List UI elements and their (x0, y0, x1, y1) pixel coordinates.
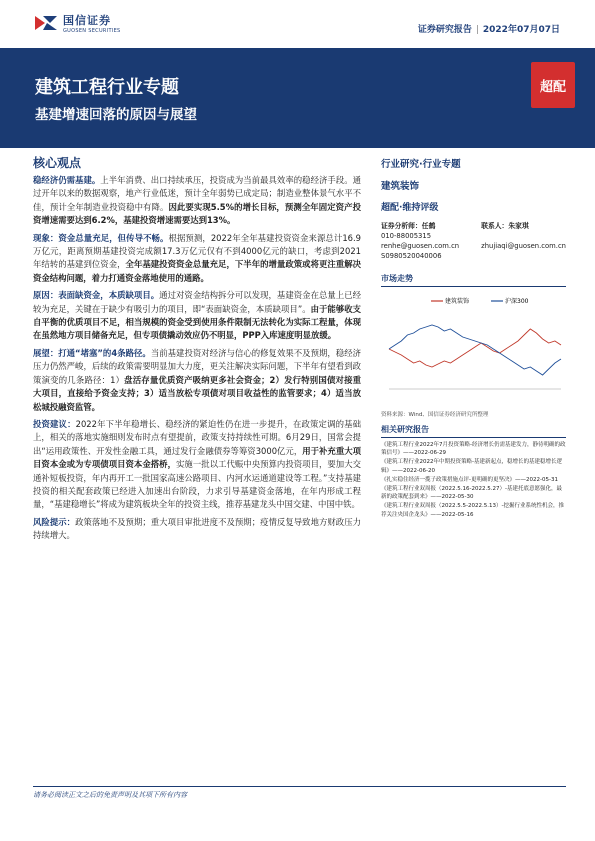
industry-name: 建筑装饰 (381, 181, 420, 192)
related-item[interactable]: 《建筑工程行业2022年7月投资策略-经济增长仍需基建发力，静待明确的政策信号》——2022-06-29 (381, 442, 566, 457)
market-chart (381, 289, 566, 404)
para-text: 上半年消费、出口持续承压，投资成为当前最具效率的稳经济手段。通过开年以来的数据观察，地产行业低迷，预计全年弱势已成定局；制造业整体景气水平不佳，预计全年制造业投资稳中有降。 (33, 175, 362, 212)
market-title: 市场走势 (381, 273, 566, 287)
para-emphasis: 因此要实现5.5%的增长目标，预测全年固定资产投资增速需要达到6.2%，基建投资增速需要达到13%。 (33, 201, 361, 226)
para-text: 根据预测，2022年全年基建投资资金来源总计16.9万亿元，距离预期基建投资完成额17.3万亿元仅有不到4000亿元的缺口，考虑到2021年结转的基建到位资金， (33, 232, 361, 270)
para-3 (33, 289, 361, 343)
contact-email: zhujiaqi@guosen.com.cn (481, 242, 566, 250)
para-text: 当前基建投资对经济与信心的修复效果不及预期，稳经济压力仍然严峻，后续的政策需要明显加大力度，更关注解决实际问题，下半年有望看到政策演变的几条路径：1） (33, 347, 361, 385)
logo-icon (33, 12, 59, 34)
footer-disclaimer: 请务必阅读正文之后的免责声明及其项下所有内容 (33, 791, 187, 799)
para-emphasis: 用于补充重大项目资本金或为专项债项目资本金搭桥， (33, 445, 361, 470)
logo-cn: 国信证券 (63, 14, 111, 27)
para-text: 2022年下半年稳增长、稳经济的紧迫性仍在进一步提升，在政策定调的基础上，相关的落地实施细则发布时点有望提前，政策支持持续性可期。6月29日，国常会提出“运用政策性、开发性金融工具，通过发行金融债券等筹资3000亿元， (33, 418, 362, 456)
para-tail: PPP入库速度明显放缓。 (242, 330, 337, 341)
report-title: 建筑工程行业专题 (35, 77, 179, 98)
para-5 (33, 418, 361, 512)
main-content (33, 174, 361, 547)
para-4 (33, 347, 361, 414)
para-lead: 原因：表面缺资金，本质缺项目。 (33, 290, 160, 301)
footer-divider (33, 786, 566, 787)
report-subtitle: 基建增速回落的原因与展望 (35, 107, 197, 123)
para-6 (33, 516, 361, 543)
rating-text: 超配·维持评级 (381, 203, 439, 213)
rating-badge: 超配 (531, 62, 575, 108)
para-2 (33, 232, 361, 286)
report-type: 证券研究报告 (417, 25, 472, 35)
report-date: 2022年07月07日 (482, 25, 560, 35)
legend-index: 沪深300 (505, 298, 529, 305)
analyst-name: 任鹤 (421, 222, 436, 230)
section-title: 核心观点 (33, 156, 82, 170)
analyst-label: 证券分析师： (381, 222, 422, 230)
para-emphasis: 全年基建投资资金总量充足，下半年的增量政策或将更注重解决资金结构问题，着力打通资金落地使用的通路。 (33, 259, 362, 283)
analyst-info (381, 221, 566, 261)
logo-en: GUOSEN SECURITIES (63, 28, 121, 34)
header-meta (418, 22, 560, 35)
para-tail: 实施一批以工代赈中央预算内投资项目，要加大交通补短板投资，年内再开工一批国家高速公路项目、内河水运通道建设等工程。”支持基建投资的相关配套政策已经进入加速出台阶段，力求引导基建资金落地，在年内形成工程量，“基建稳增长”将成为建筑板块全年的投资主线，推荐基建龙头中国交建、中国中铁。 (33, 459, 362, 510)
legend-industry: 建筑装饰 (445, 298, 470, 305)
contact-label: 联系人： (481, 222, 509, 230)
sidebar (381, 156, 566, 520)
related-item[interactable]: 《建筑工程行业双周报（2022.5.5-2022.5.13）-挖掘行业系统性机会，推荐关注央国企龙头》——2022-05-16 (381, 503, 564, 518)
related-item[interactable]: 《建筑工程行业双周报（2022.5.16-2022.5.27）-基建托底意愿强化，最新的政策配套到来》——2022-05-30 (381, 486, 562, 501)
para-emphasis: 盘活存量优质资产吸纳更多社会资金；2）发行特别国债对接重大项目，直接给予资金支持；3）适当放松专项债对项目收益性的监管要求；4）适当放松城投融资监管。 (33, 374, 362, 412)
header-separator: | (475, 25, 479, 35)
related-item[interactable]: 《扎实稳住经济一揽子政策措施点评-更明确的更坚决》——2022-05-31 (381, 476, 558, 483)
para-emphasis: 由于能够收支自平衡的优质项目不足，相当规模的资金受到使用条件限制无法转化为实际工程量，体现在虽然地方项目储备充足，但专项债撬动效应仍不明显， (33, 303, 361, 341)
contact-name: 朱家琪 (508, 222, 529, 230)
analyst-cert: S0980520040006 (381, 252, 442, 260)
para-lead: 风险提示： (33, 516, 76, 527)
para-text: 通过对资金结构拆分可以发现，基建资金在总量上已经较为充足，关键在于缺少有吸引力的项目，即“表面缺资金，本质缺项目”。 (33, 290, 362, 314)
para-lead: 稳经济仍需基建。 (33, 175, 101, 185)
para-text: 政策落地不及预期；重大项目审批进度不及预期；疫情反复导致地方财政压力持续增大。 (33, 516, 362, 541)
para-lead: 展望：打通“堵塞”的4条路径。 (33, 347, 151, 358)
related-title: 相关研究报告 (381, 424, 566, 438)
para-1 (33, 174, 361, 228)
series-line-0 (389, 329, 561, 367)
related-list (381, 441, 566, 519)
analyst-phone: 010-88005315 (381, 232, 432, 240)
analyst-email: renhe@guosen.com.cn (381, 242, 460, 250)
market-chart-container (381, 289, 566, 408)
para-lead: 投资建议： (33, 418, 76, 429)
logo (33, 12, 121, 34)
report-category: 行业研究·行业专题 (381, 159, 461, 170)
para-lead: 现象：资金总量充足，但传导不畅。 (33, 232, 169, 243)
chart-source: 资料来源：Wind、国信证券经济研究所整理 (381, 412, 489, 418)
related-item[interactable]: 《建筑工程行业2022年中期投资策略-基建新起点，稳增长的基建稳增长逻辑》——2022-06-20 (381, 459, 562, 474)
